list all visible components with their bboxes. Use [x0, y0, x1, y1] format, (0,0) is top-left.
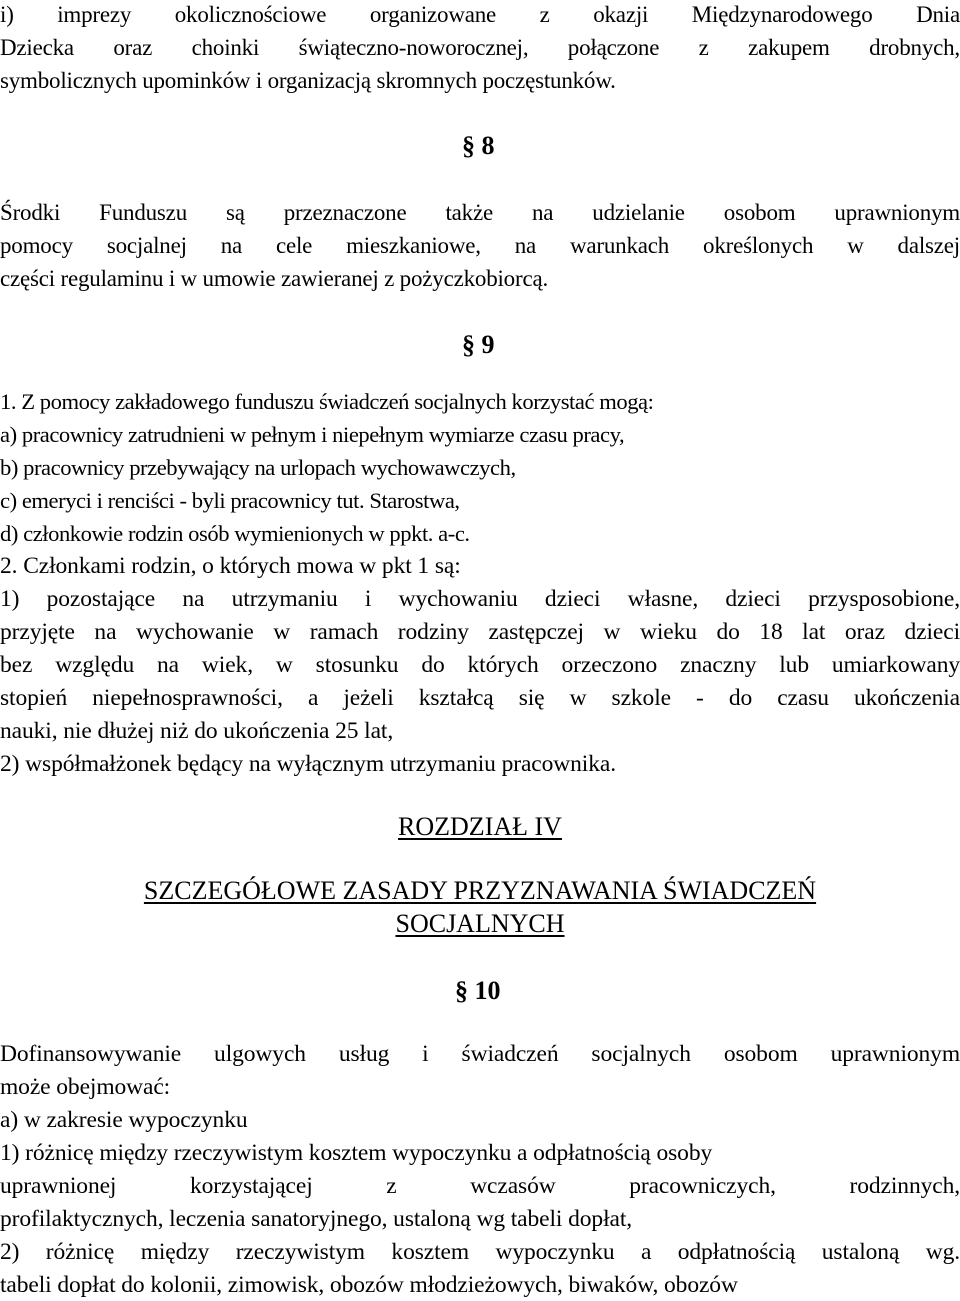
paragraph-line: 1. Z pomocy zakładowego funduszu świadczeń socjalnych korzystać mogą: — [0, 389, 654, 414]
paragraph-line: a) pracownicy zatrudnieni w pełnym i niepełnym wymiarze czasu pracy, — [0, 422, 625, 447]
paragraph-line: 2) różnicę między rzeczywistym kosztem wypoczynku a odpłatnością ustaloną wg. — [0, 1239, 960, 1265]
paragraph-line: Środki Funduszu są przeznaczone także na udzielanie osobom uprawnionym — [0, 200, 960, 225]
section-heading-10: § 10 — [455, 976, 501, 1005]
paragraph-line: 2) współmałżonek będący na wyłącznym utrzymaniu pracownika. — [0, 751, 616, 777]
paragraph-line: bez względu na wiek, w stosunku do których orzeczono znaczny lub umiarkowany — [0, 652, 960, 678]
chapter-title-line-2 — [0, 911, 960, 937]
paragraph-line: stopień niepełnosprawności, a jeżeli kształcą się w szkole - do czasu ukończenia — [0, 685, 960, 711]
paragraph-line: 2. Członkami rodzin, o których mowa w pkt 1 są: — [0, 553, 461, 579]
paragraph-line: a) w zakresie wypoczynku — [0, 1107, 248, 1133]
chapter-number-text: ROZDZIAŁ IV — [398, 812, 562, 841]
paragraph-line: c) emeryci i renciści - byli pracownicy tut. Starostwa, — [0, 488, 460, 513]
paragraph-line: Dofinansowywanie ulgowych usług i świadczeń socjalnych osobom uprawnionym — [0, 1041, 960, 1067]
paragraph-line: 1) pozostające na utrzymaniu i wychowaniu dzieci własne, dzieci przysposobione, — [0, 586, 960, 612]
paragraph-line: części regulaminu i w umowie zawieranej z pożyczkobiorcą. — [0, 266, 549, 291]
paragraph-line: 1) różnicę między rzeczywistym kosztem wypoczynku a odpłatnością osoby — [0, 1140, 713, 1166]
paragraph-line: nauki, nie dłużej niż do ukończenia 25 lat, — [0, 718, 394, 744]
chapter-title-text: SZCZEGÓŁOWE ZASADY PRZYZNAWANIA ŚWIADCZEŃ — [143, 876, 817, 905]
paragraph-line: Dziecka oraz choinki świąteczno-noworocznej, połączone z zakupem drobnych, — [0, 35, 960, 60]
section-heading-8: § 8 — [462, 131, 495, 160]
section-heading-9: § 9 — [462, 330, 495, 359]
chapter-title-line-1 — [0, 878, 960, 904]
paragraph-line: b) pracownicy przebywający na urlopach wychowawczych, — [0, 455, 516, 480]
paragraph-line: i) imprezy okolicznościowe organizowane z okazji Międzynarodowego Dnia — [0, 2, 960, 27]
paragraph-line: tabeli dopłat do kolonii, zimowisk, obozów młodzieżowych, biwaków, obozów — [0, 1272, 738, 1298]
paragraph-line: symbolicznych upominków i organizacją skromnych poczęstunków. — [0, 68, 616, 93]
chapter-number — [0, 814, 960, 840]
paragraph-line: przyjęte na wychowanie w ramach rodziny zastępczej w wieku do 18 lat oraz dzieci — [0, 619, 960, 645]
chapter-title-text: SOCJALNYCH — [395, 909, 565, 938]
paragraph-line: może obejmować: — [0, 1074, 171, 1100]
paragraph-line: d) członkowie rodzin osób wymienionych w ppkt. a-c. — [0, 521, 470, 546]
paragraph-line: pomocy socjalnej na cele mieszkaniowe, na warunkach określonych w dalszej — [0, 233, 960, 258]
paragraph-line: profilaktycznych, leczenia sanatoryjnego, ustaloną wg tabeli dopłat, — [0, 1206, 633, 1232]
paragraph-line: uprawnionej korzystającej z wczasów pracowniczych, rodzinnych, — [0, 1173, 960, 1199]
